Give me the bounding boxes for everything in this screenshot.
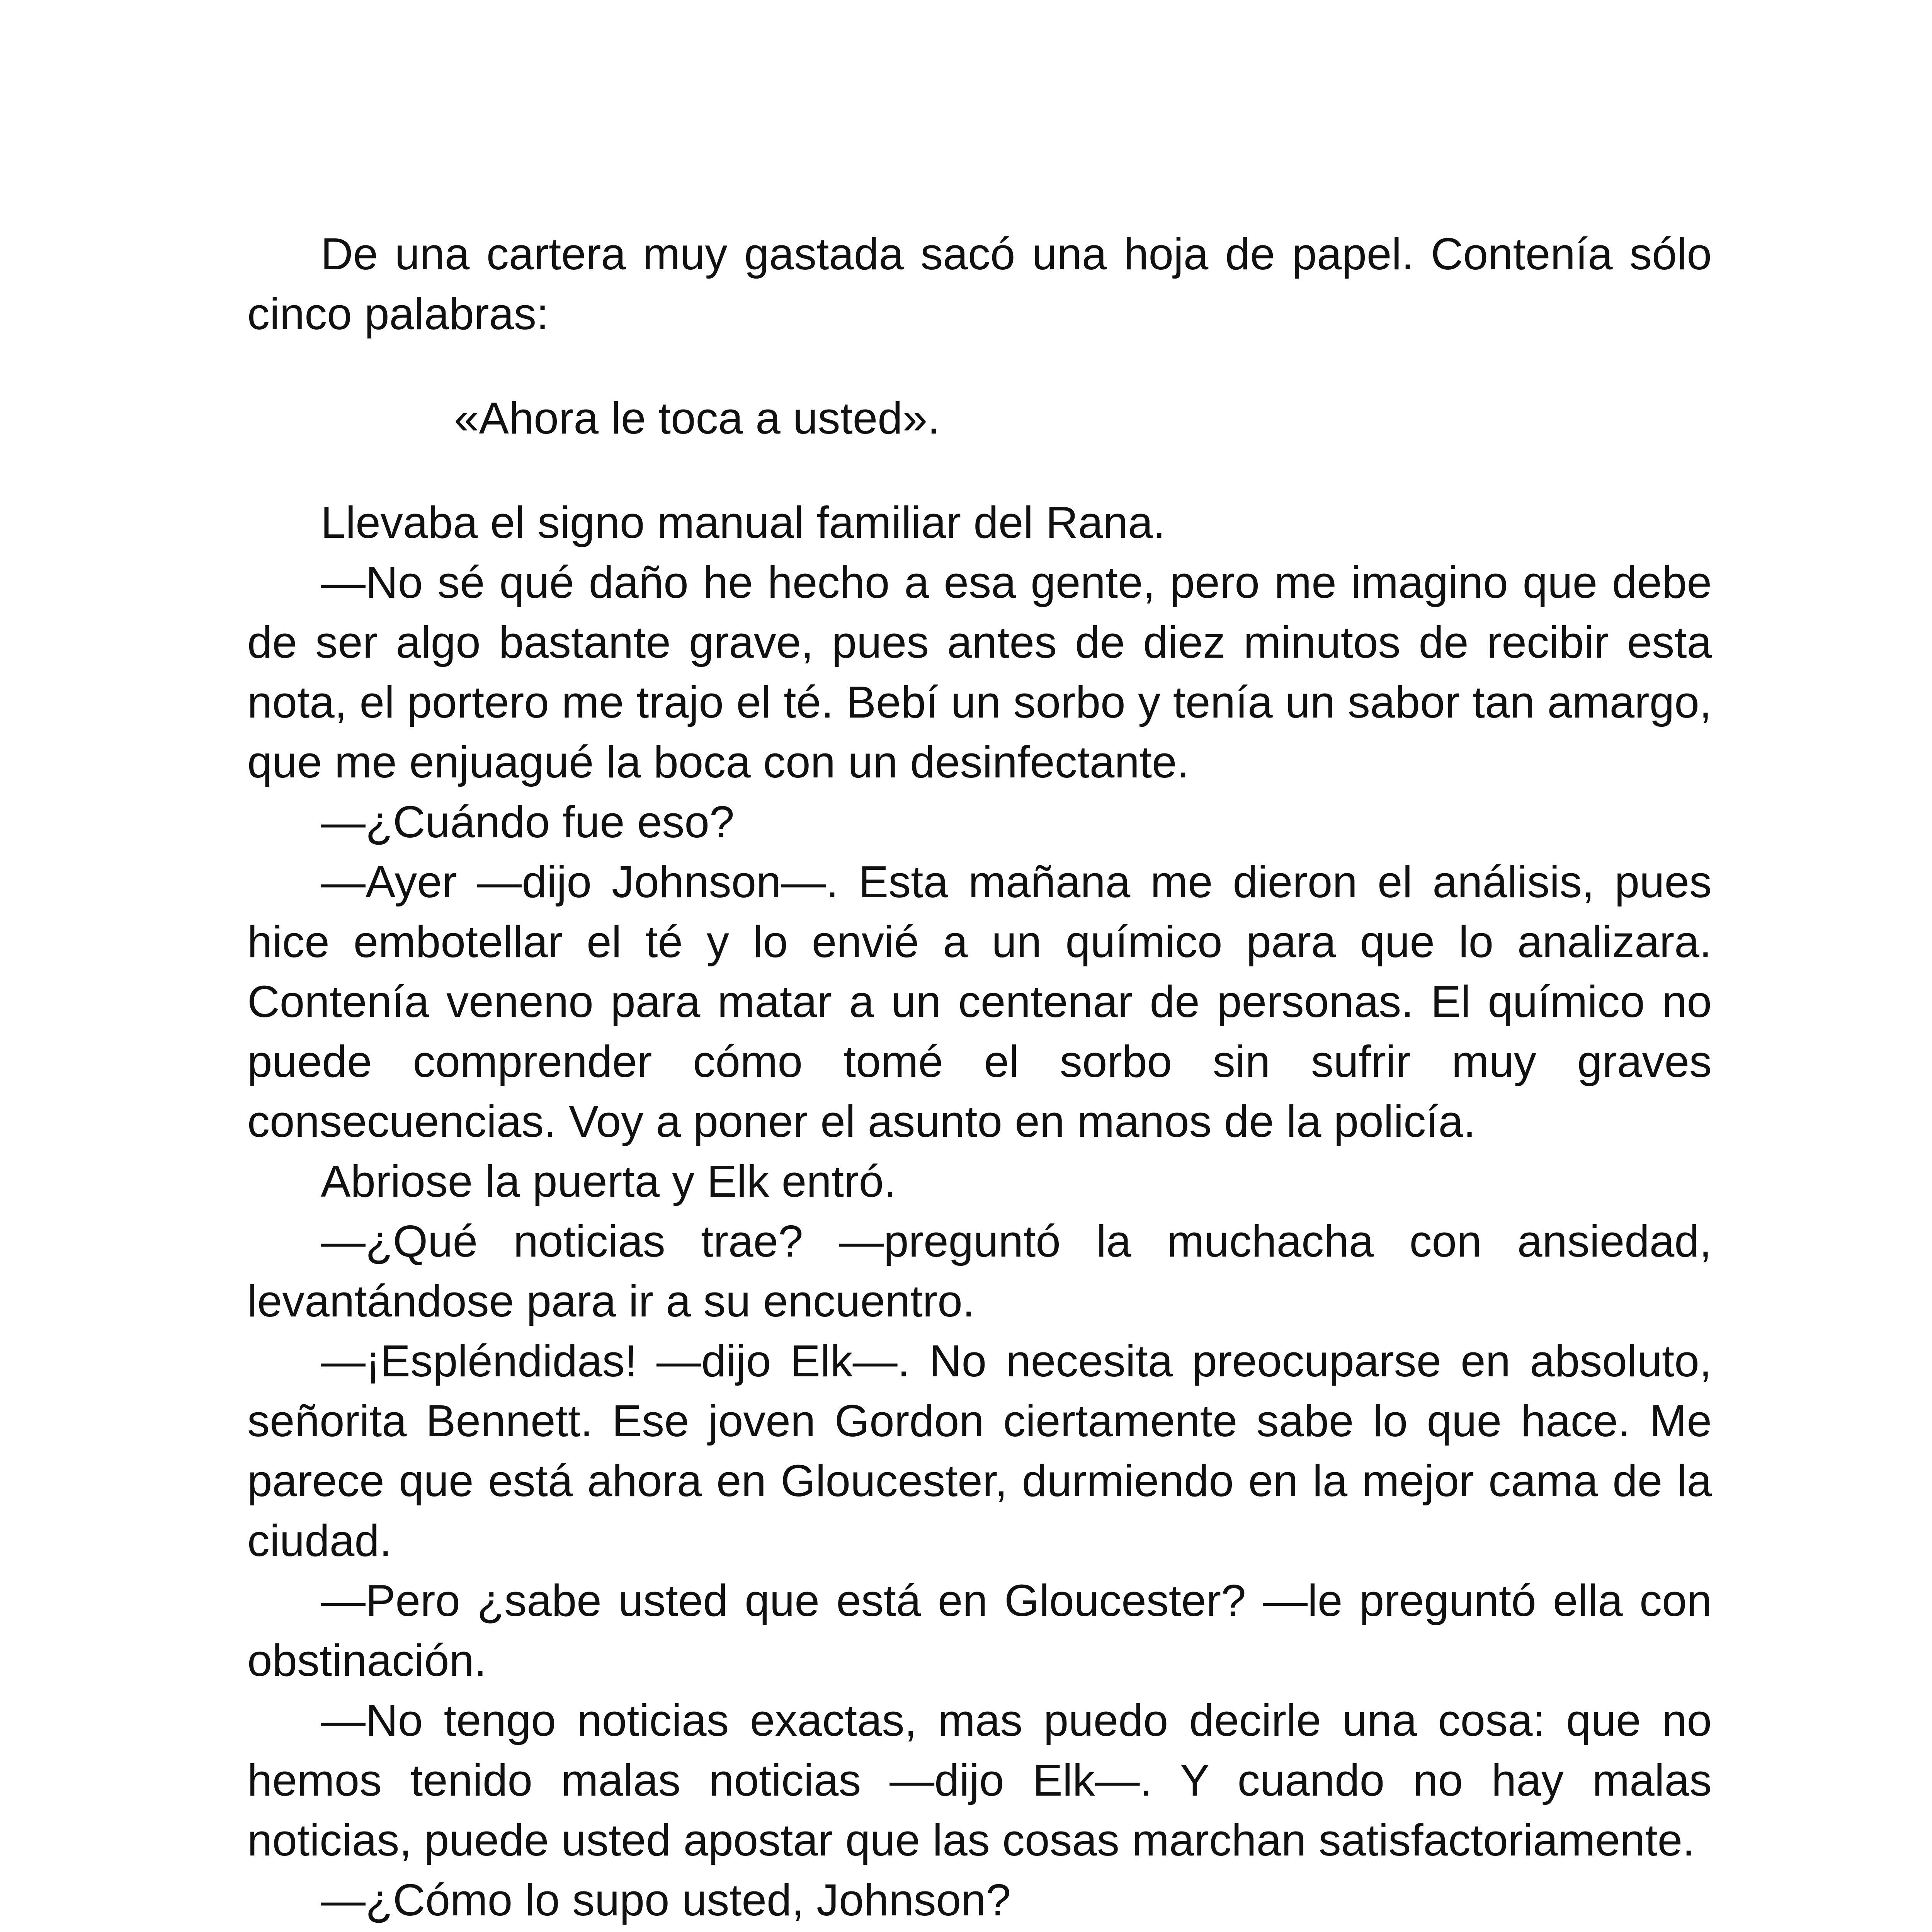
paragraph: —No tengo noticias exactas, mas puedo decirle una cosa: que no hemos tenido malas noticias —dijo Elk—. Y cuando no hay malas noticias, puede usted apostar que las cosas marchan satisfactoriamente. xyxy=(247,1695,1712,1865)
paragraph: —No sé qué daño he hecho a esa gente, pero me imagino que debe de ser algo bastante grave, pues antes de diez minutos de recibir esta nota, el portero me trajo el té. Bebí un sorbo y tenía un sabor tan amargo, que me enjuagué la boca con un desinfectante. xyxy=(247,557,1712,787)
paragraph: De una cartera muy gastada sacó una hoja de papel. Contenía sólo cinco palabras: xyxy=(247,229,1712,339)
paragraph: Llevaba el signo manual familiar del Rana. xyxy=(321,497,1165,548)
paragraph: —¿Qué noticias trae? —preguntó la muchacha con ansiedad, levantándose para ir a su encuentro. xyxy=(247,1216,1712,1326)
body-text xyxy=(247,224,1712,1932)
paragraph xyxy=(247,1930,1712,1932)
paragraph: —¿Cuándo fue eso? xyxy=(321,797,735,847)
paragraph: Abriose la puerta y Elk entró. xyxy=(321,1156,896,1206)
paragraph: —Pero ¿sabe usted que está en Gloucester? —le preguntó ella con obstinación. xyxy=(247,1575,1712,1685)
paragraph: —¿Cómo lo supo usted, Johnson? xyxy=(321,1875,1011,1925)
paragraph: —Ayer —dijo Johnson—. Esta mañana me dieron el análisis, pues hice embotellar el té y lo envié a un químico para que lo analizara. Contenía veneno para matar a un centenar de personas. El químico no puede comprender cómo tomé el sorbo sin sufrir muy graves consecuencias. Voy a poner el asunto en manos de la policía. xyxy=(247,857,1712,1146)
paragraph: —¡Espléndidas! —dijo Elk—. No necesita preocuparse en absoluto, señorita Bennett. Ese joven Gordon ciertamente sabe lo que hace. Me parece que está ahora en Gloucester, durmiendo en la mejor cama de la ciudad. xyxy=(247,1336,1712,1566)
quoted-note: «Ahora le toca a usted». xyxy=(454,393,940,443)
